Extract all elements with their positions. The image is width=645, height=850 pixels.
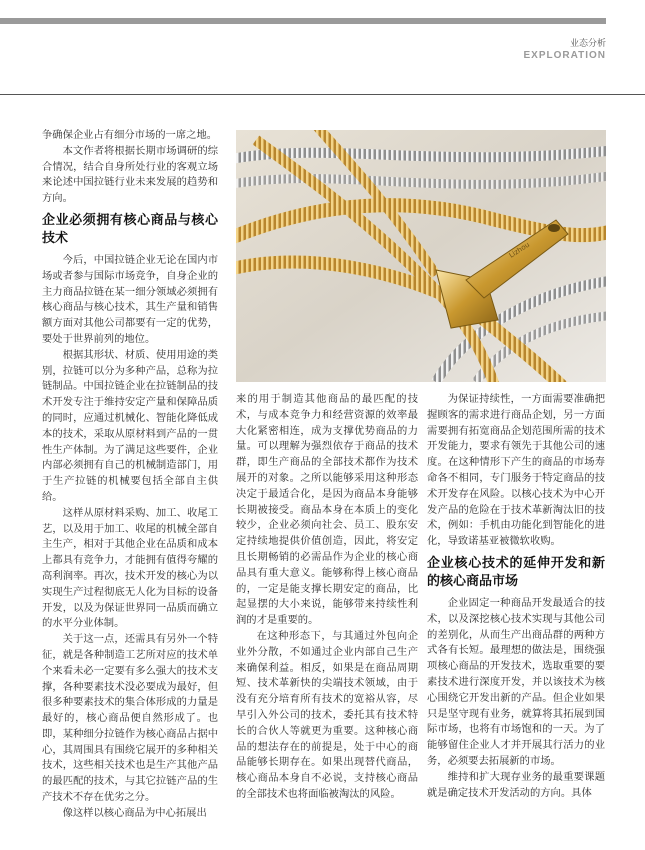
paragraph: 争确保企业占有细分市场的一席之地。 (42, 129, 218, 141)
paragraph: 今后，中国拉链企业无论在国内市场或者参与国际市场竞争，自身企业的主力商品拉链在某一细分领域必须拥有核心商品与核心技术，其生产量和销售额方面对其他公司都要有一定的优势，要处于世界前列的地位。 (42, 253, 218, 345)
section-heading: 企业必须拥有核心商品与核心技术 (42, 212, 218, 246)
column-right (427, 392, 605, 801)
column-middle (236, 392, 418, 803)
paragraph: 这样从原材料采购、加工、收尾工艺，以及用于加工、收尾的机械全部自主生产，相对于其他企业在品质和成本上都具有竞争力，才能拥有值得夸耀的高利润率。再次，技术开发的核心为以实现生产过程彻底无人化为目标的设备开发，以及为保证世界同一品质而确立的水平分业体制。 (42, 506, 218, 630)
zipper-photo (236, 130, 606, 382)
paragraph: 为保证持续性，一方面需要准确把握顾客的需求进行商品企划，另一方面需要拥有拓宽商品企划范围所需的技术开发能力，要求有领先于其他公司的速度。在这种情形下产生的商品的市场寿命各不相同，专门服务于特定商品的技术开发存在风险。以核心技术为中心开发产品的危险在于技术革新淘汰旧的技术，例如：手机由功能化到智能化的进化，导致诺基亚被微软收购。 (427, 393, 605, 548)
section-heading: 企业核心技术的延伸开发和新的核心商品市场 (427, 555, 605, 589)
paragraph: 像这样以核心商品为中心拓展出 (62, 806, 207, 819)
paragraph: 关于这一点，还需具有另外一个特征，就是各种制造工艺所对应的技术单个来看未必一定要有多么强大的技术支撑，各种要素技术没必要成为最好，但很多种要素技术的集合体形成的力量是最好的，核心商品便自然形成了。也即，某种细分拉链作为核心商品占据中心，其周围具有围绕它展开的多种相关技术，这些相关技术也是生产其他产品的最匹配的技术，与其它拉链产品的生产技术不存在优劣之分。 (42, 633, 218, 804)
header-divider (0, 94, 645, 95)
paragraph: 在这种形态下，与其通过外包向企业外分散，不如通过企业内部自己生产来确保利益。相反，如果是在商品周期短、技术革新快的尖端技术领域，由于没有充分培育所有技术的宽裕从容，尽早引入外公司的技术，委托其有技术特长的合伙人等就更为重要。这种核心商品的想法存在的前提是，处于中心的商品能够长期存在。如果出现替代商品，核心商品本身自不必说，支持核心商品的全部技术也将面临被淘汰的风险。 (236, 629, 418, 800)
paragraph: 维持和扩大现存业务的最重要课题就是确定技术开发活动的方向。具体 (427, 770, 605, 799)
column-left (42, 128, 218, 822)
paragraph: 企业固定一种商品开发最适合的技术，以及深挖核心技术实现与其他公司的差别化，从而生产出商品群的两种方式各有长短。最理想的做法是，围绕强项核心商品的开发技术，选取重要的要素技术进行深度开发，并以该技术为核心围绕它开发出新的产品。但企业如果只是坚守现有业务，就算将其拓展到国际市场，也将有市场饱和的一天。为了能够留住企业人才并开展其行活力的业务，必须要去拓展新的市场。 (427, 596, 605, 767)
section-subtitle: EXPLORATION (523, 50, 606, 61)
zipper-brand-mark: Lizhou (507, 240, 532, 260)
paragraph: 来的用于制造其他商品的最匹配的技术，与成本竞争力和经营资源的效率最大化紧密相连，成为支撑优势商品的力量。可以理解为强烈依存于商品的技术群，即生产商品的全部技术都作为技术展开的对象。之所以能够采用这种形态决定于最适合化，是因为商品本身能够长期被接受。商品本身在本质上的变化较少，企业必须向社会、员工、股东安定持续地提供价值创造，因此，将安定且长期畅销的必需品作为企业的核心商品具有重大意义。能够称得上核心商品的，一定是能支撑长期安定的商品，比起显摆的大小来说，能够带来持续性利润的才是重要的。 (236, 393, 418, 627)
section-title: 业态分析 (569, 39, 606, 49)
paragraph: 本文作者将根据长期市场调研的综合情况，结合自身所处行业的客观立场来论述中国拉链行业未来发展的趋势和方向。 (42, 144, 218, 205)
header-bar (0, 18, 606, 24)
paragraph: 根据其形状、材质、使用用途的类别，拉链可以分为多种产品，总称为拉链制品。中国拉链企业在拉链制品的技术开发专注于维持安定产量和保障品质的同时，应通过机械化、智能化降低成本的技术，采取从原材料到产品的一贯性生产体制。为了满足这些要件，企业内部必须拥有自己的机械制造部门，用于生产拉链的机械要包括全部自主供给。 (42, 348, 218, 503)
